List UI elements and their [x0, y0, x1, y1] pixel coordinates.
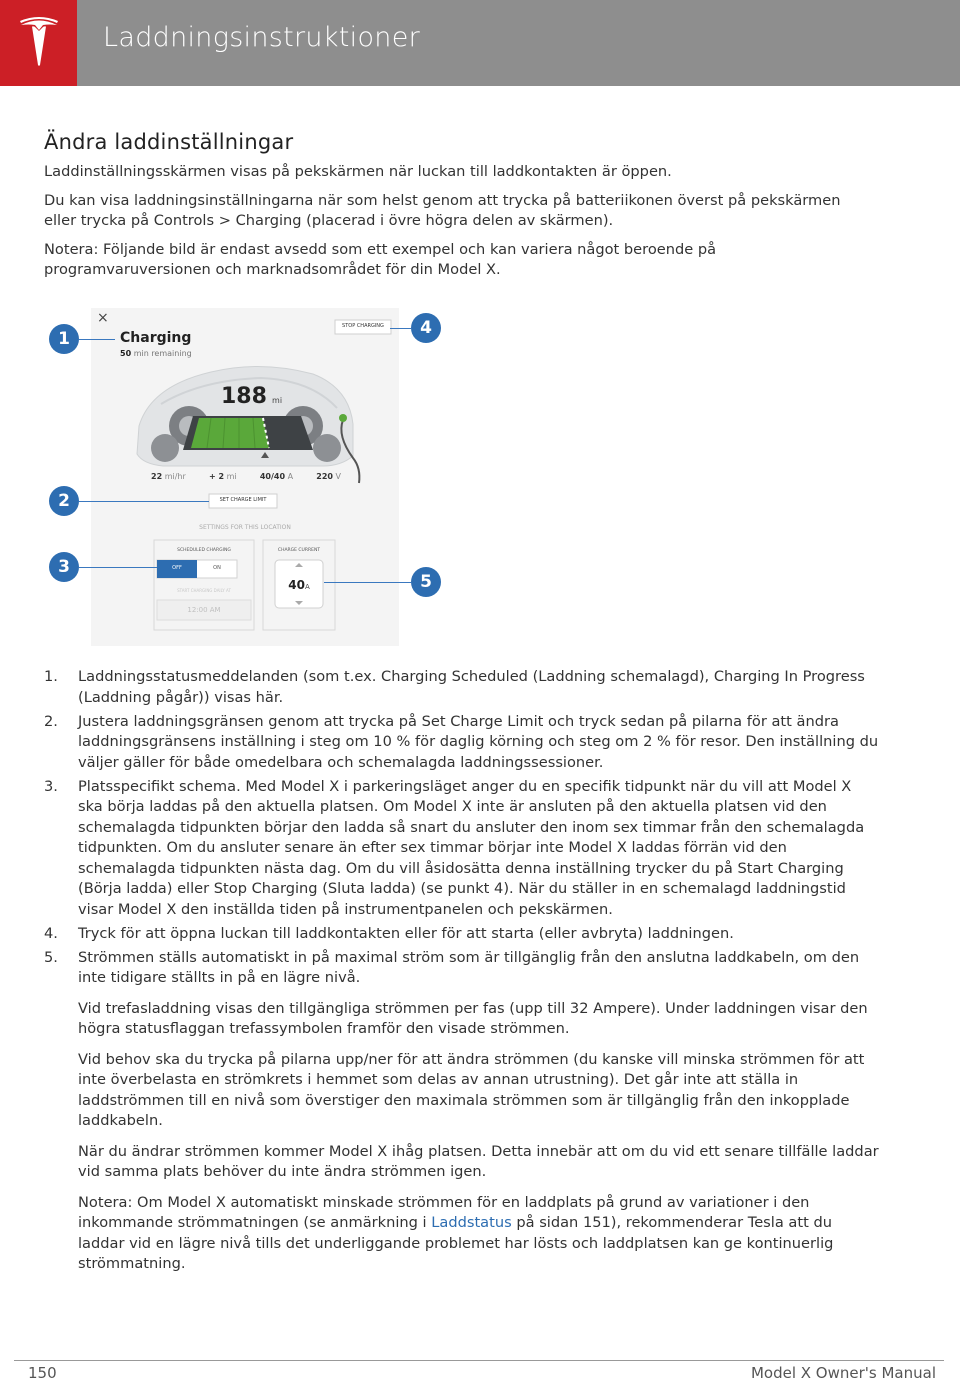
charging-screen-figure: [44, 308, 444, 648]
range-value: 188: [221, 384, 267, 409]
set-charge-limit-button[interactable]: SET CHARGE LIMIT: [219, 497, 267, 503]
page-number: 150: [28, 1364, 57, 1382]
charging-status-title: Charging: [120, 330, 192, 346]
callout-line: [79, 567, 157, 568]
charging-stats: [151, 472, 341, 481]
remaining-label: min remaining: [133, 349, 192, 358]
scheduled-charging-label: SCHEDULED CHARGING: [177, 548, 231, 553]
list-item: 1. Laddningsstatusmeddelanden (som t.ex. Charging Scheduled (Laddning schemalagd), Charging In Progress (Laddning pågår)) visas här.: [44, 668, 865, 706]
stat-added: + 2 mi: [208, 472, 237, 481]
callout-3: 3: [49, 552, 79, 582]
paragraph: Du kan visa laddningsinställningarna när som helst genom att trycka på batteriikonen överst på pekskärmen eller trycka på Controls > Charging (placerad i övre högra delen av skärmen).: [44, 191, 841, 229]
footer-divider: [14, 1360, 944, 1361]
callout-1: 1: [49, 324, 79, 354]
note-paragraph: Notera: Följande bild är endast avsedd som ett exempel och kan variera något beroende på programvaruversionen och marknadsområdet för din Model X.: [44, 240, 717, 278]
toggle-on[interactable]: ON: [213, 565, 221, 571]
note-paragraph: Notera: Om Model X automatiskt minskade strömmen för en laddplats på grund av variationer i den inkommande strömmatningen (se anmärkning i Laddstatus på sidan 151), rekommenderar Tesla att du laddar vid en lägre nivå tills det underliggande problemet har lösts och laddplatsen kan ge kontinuerlig strömmatning.: [78, 1193, 834, 1272]
close-icon[interactable]: ×: [97, 310, 109, 326]
charge-current-unit: A: [304, 583, 310, 591]
tesla-logo-icon: [0, 0, 77, 86]
settings-heading: SETTINGS FOR THIS LOCATION: [199, 524, 291, 531]
callout-line: [79, 339, 115, 340]
callout-5: 5: [411, 567, 441, 597]
callout-line: [324, 582, 411, 583]
list-item: 2. Justera laddningsgränsen genom att trycka på Set Charge Limit och tryck sedan på pilarna för att ändra laddningsgränsens inställning i steg om 10 % för daglig körning och steg om 2 % för resor. Den inställning du väljer gäller för både omedelbara och schemalagda laddningssessioner.: [44, 712, 879, 771]
list-item: 3. Platsspecifikt schema. Med Model X i parkeringsläget anger du en specifik tidpunkt när du vill att Model X ska börja laddas på den aktuella platsen. Om Model X inte är ansluten på den aktuella platsen vid den schemalagda tidpunkten börjar den ladda så snart du ansluter den inom sex timmar från den schemalagda tidpunkten. Om du ansluter senare än efter sex timmar börjar inte Model X laddas förrän vid den schemalagda tidpunkten nästa dag. Om du vill åsidosätta denna inställning trycker du på Start Charging (Börja ladda) eller Stop Charging (Sluta ladda) (se punkt 4). När du ställer in en schemalagd laddningstid visar Model X den inställda tiden på instrumentpanelen och pekskärmen.: [44, 777, 865, 918]
section-intro: [44, 130, 874, 289]
footer-title: Model X Owner's Manual: [750, 1364, 936, 1382]
range-unit: mi: [272, 396, 283, 405]
section-heading: Ändra laddinställningar: [44, 130, 294, 154]
list-item: 5. Strömmen ställs automatiskt in på maximal ström som är tillgänglig från den anslutna laddkabeln, om den inte tidigare ställts in på en lägre nivå. Vid trefasladdning visas den tillgängliga strömmen per fas (upp till 32 Ampere). Under laddningen visar den högra statusflaggan trefassymbolen framför den visade strömmen. Vid behov ska du trycka på pilarna upp/ner för att ändra strömmen (du kanske vill minska strömmen för att inte överbelasta en strömkrets i hemmet som delas av annan utrustning). Det går inte att ställa in laddströmmen till en nivå som överstiger den maximala strömmen som är tillgänglig från den inkopplade laddkabeln. När du ändrar strömmen kommer Model X ihåg platsen. Detta innebär att om du vid ett senare tillfälle laddar vid samma plats behöver du inte ändra strömmen igen. Notera: Om Model X automatiskt minskade strömmen för en laddplats på grund av variationer i den inkommande strömmatningen (se anmärkning i Laddstatus på sidan 151), rekommenderar Tesla att du laddar vid en lägre nivå tills det underliggande problemet har lösts och laddplatsen kan ge kontinuerlig strömmatning.: [44, 948, 880, 1275]
charging-remaining: [120, 349, 192, 358]
stat-current: 40/40 A: [259, 472, 294, 481]
list-item: 4. Tryck för att öppna luckan till laddkontakten eller för att starta (eller avbryta) laddningen.: [44, 924, 734, 942]
remaining-minutes: 50: [120, 349, 132, 358]
stat-voltage: 220 V: [316, 472, 341, 481]
charge-current-label: CHARGE CURRENT: [277, 548, 321, 553]
sub-paragraph: Vid trefasladdning visas den tillgängliga strömmen per fas (upp till 32 Ampere). Under laddningen visar den högra statusflaggan trefassymbolen framför den visade strömmen.: [78, 999, 868, 1037]
sub-paragraph: När du ändrar strömmen kommer Model X ihåg platsen. Detta innebär att om du vid ett senare tillfälle laddar vid samma plats behöver du inte ändra strömmen igen.: [78, 1142, 879, 1180]
page-header: [0, 0, 960, 86]
paragraph: Laddinställningsskärmen visas på pekskärmen när luckan till laddkontakten är öppen.: [44, 163, 672, 180]
charge-current-display[interactable]: [275, 574, 323, 593]
page-title: Laddningsinstruktioner: [103, 22, 421, 53]
callout-line: [390, 328, 411, 329]
start-charging-label: START CHARGING DAILY AT: [177, 588, 231, 593]
toggle-off[interactable]: OFF: [172, 565, 182, 571]
callout-4: 4: [411, 313, 441, 343]
laddstatus-link[interactable]: Laddstatus: [431, 1214, 512, 1231]
charge-current-value: 40: [288, 578, 305, 592]
range-display: [221, 384, 282, 409]
callout-2: 2: [49, 486, 79, 516]
sub-paragraph: Vid behov ska du trycka på pilarna upp/ner för att ändra strömmen (du kanske vill minska strömmen för att inte överbelasta en strömkrets i hemmet som delas av annan utrustning). Det går inte att ställa in laddströmmen till en nivå som överstiger den maximala strömmen som är tillgänglig från den inkopplade laddkabeln.: [78, 1050, 865, 1129]
numbered-list: [44, 667, 880, 1285]
stop-charging-button[interactable]: STOP CHARGING: [342, 323, 384, 329]
start-time[interactable]: 12:00 AM: [187, 606, 221, 614]
callout-line: [79, 501, 209, 502]
stat-rate: 22 mi/hr: [151, 472, 186, 481]
charging-screenshot: [91, 308, 399, 646]
